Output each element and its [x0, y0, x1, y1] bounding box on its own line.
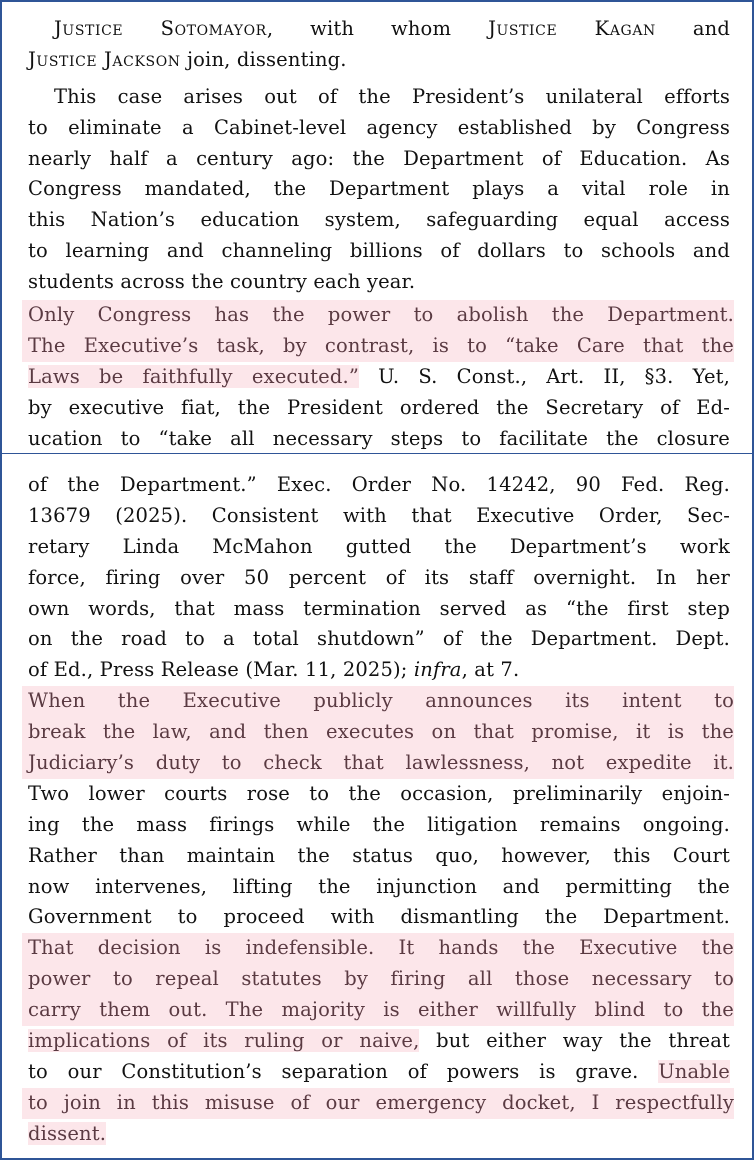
highlighted-line: power to repeal statutes by firing all those necessary to: [22, 964, 734, 995]
justice-name: Justice Kagan: [488, 17, 656, 40]
highlighted-line: When the Executive publicly announces its intent to: [22, 686, 734, 717]
paragraph-line: to eliminate a Cabinet-level agency established by Congress: [28, 115, 730, 139]
citation-italic: infra: [413, 658, 462, 682]
highlighted-span: Unable: [658, 1059, 730, 1083]
highlighted-span: Laws be faithfully executed.”: [28, 364, 359, 388]
paragraph-line: to learning and channeling billions of dollars to schools and: [28, 239, 730, 263]
top-text-excerpt: [0, 0, 754, 455]
paragraph-text: of Ed., Press Release (Mar. 11, 2025);: [28, 658, 414, 682]
paragraph-line: [28, 1026, 730, 1057]
highlighted-span: implications of its ruling or naive,: [28, 1029, 420, 1053]
paragraph-line: by executive fiat, the President ordered the Secretary of Ed-: [28, 395, 730, 419]
paragraph-line: [28, 1119, 730, 1150]
paragraph-text: , at 7.: [461, 658, 520, 682]
paragraph-line: [28, 362, 730, 393]
paragraph-line: Two lower courts rose to the occasion, preliminarily enjoin-: [28, 781, 730, 805]
paragraph-line: this Nation’s education system, safeguarding equal access: [28, 208, 730, 232]
highlighted-line: Judiciary’s duty to check that lawlessness, not expedite it.: [22, 748, 734, 779]
paragraph-line: [28, 1057, 730, 1088]
highlighted-line: The Executive’s task, by contrast, is to “take Care that the: [22, 331, 734, 362]
highlighted-line: break the law, and then executes on that promise, it is the: [22, 717, 734, 748]
bottom-text-excerpt: [0, 453, 754, 1160]
dissent-opening: [28, 14, 734, 454]
heading-text: join, dissenting.: [180, 47, 347, 71]
paragraph-line: on the road to a total shutdown” of the Department. Dept.: [28, 627, 730, 651]
paragraph-line: Rather than maintain the status quo, however, this Court: [28, 843, 730, 867]
paragraph-line: ing the mass firings while the litigation remains ongoing.: [28, 812, 730, 836]
highlighted-line: carry them out. The majority is either willfully blind to the: [22, 995, 734, 1026]
paragraph-text: to our Constitution’s separation of powers is grave.: [28, 1059, 659, 1083]
paragraph-line: [28, 655, 730, 686]
dissent-continuation: [28, 470, 734, 1150]
justice-name: Justice Sotomayor: [54, 17, 267, 40]
highlighted-line: That decision is indefensible. It hands the Executive the: [22, 933, 734, 964]
highlighted-line: to join in this misuse of our emergency docket, I respectfully: [22, 1088, 734, 1119]
paragraph-line: nearly half a century ago: the Department of Education. As: [28, 146, 730, 170]
paragraph-line: Congress mandated, the Department plays a vital role in: [28, 177, 730, 201]
paragraph-line: now intervenes, lifting the injunction and permitting the: [28, 874, 730, 898]
paragraph-text: but either way the threat: [419, 1029, 730, 1053]
paragraph-text: U. S. Const., Art. II, §3. Yet,: [358, 364, 730, 388]
paragraph-line: retary Linda McMahon gutted the Department’s work: [28, 534, 730, 558]
highlighted-span: dissent.: [28, 1121, 107, 1145]
heading-line: [28, 14, 730, 45]
highlighted-line: Only Congress has the power to abolish the Department.: [22, 300, 734, 331]
heading-text: and: [655, 17, 730, 40]
paragraph-line: force, firing over 50 percent of its staff overnight. In her: [28, 565, 730, 589]
paragraph-line: own words, that mass termination served as “the first step: [28, 596, 730, 620]
justice-name: Justice Jackson: [28, 47, 181, 71]
heading-text: , with whom: [266, 17, 489, 40]
heading-line: [28, 45, 730, 76]
paragraph-line: students across the country each year.: [28, 270, 416, 294]
paragraph-line: 13679 (2025). Consistent with that Executive Order, Sec-: [28, 503, 730, 527]
paragraph-line: ucation to “take all necessary steps to facilitate the closure: [28, 426, 730, 450]
paragraph-line: Government to proceed with dismantling the Department.: [28, 905, 730, 929]
paragraph-line: of the Department.” Exec. Order No. 14242, 90 Fed. Reg.: [28, 473, 730, 496]
paragraph-line: This case arises out of the President’s unilateral efforts: [54, 84, 730, 108]
